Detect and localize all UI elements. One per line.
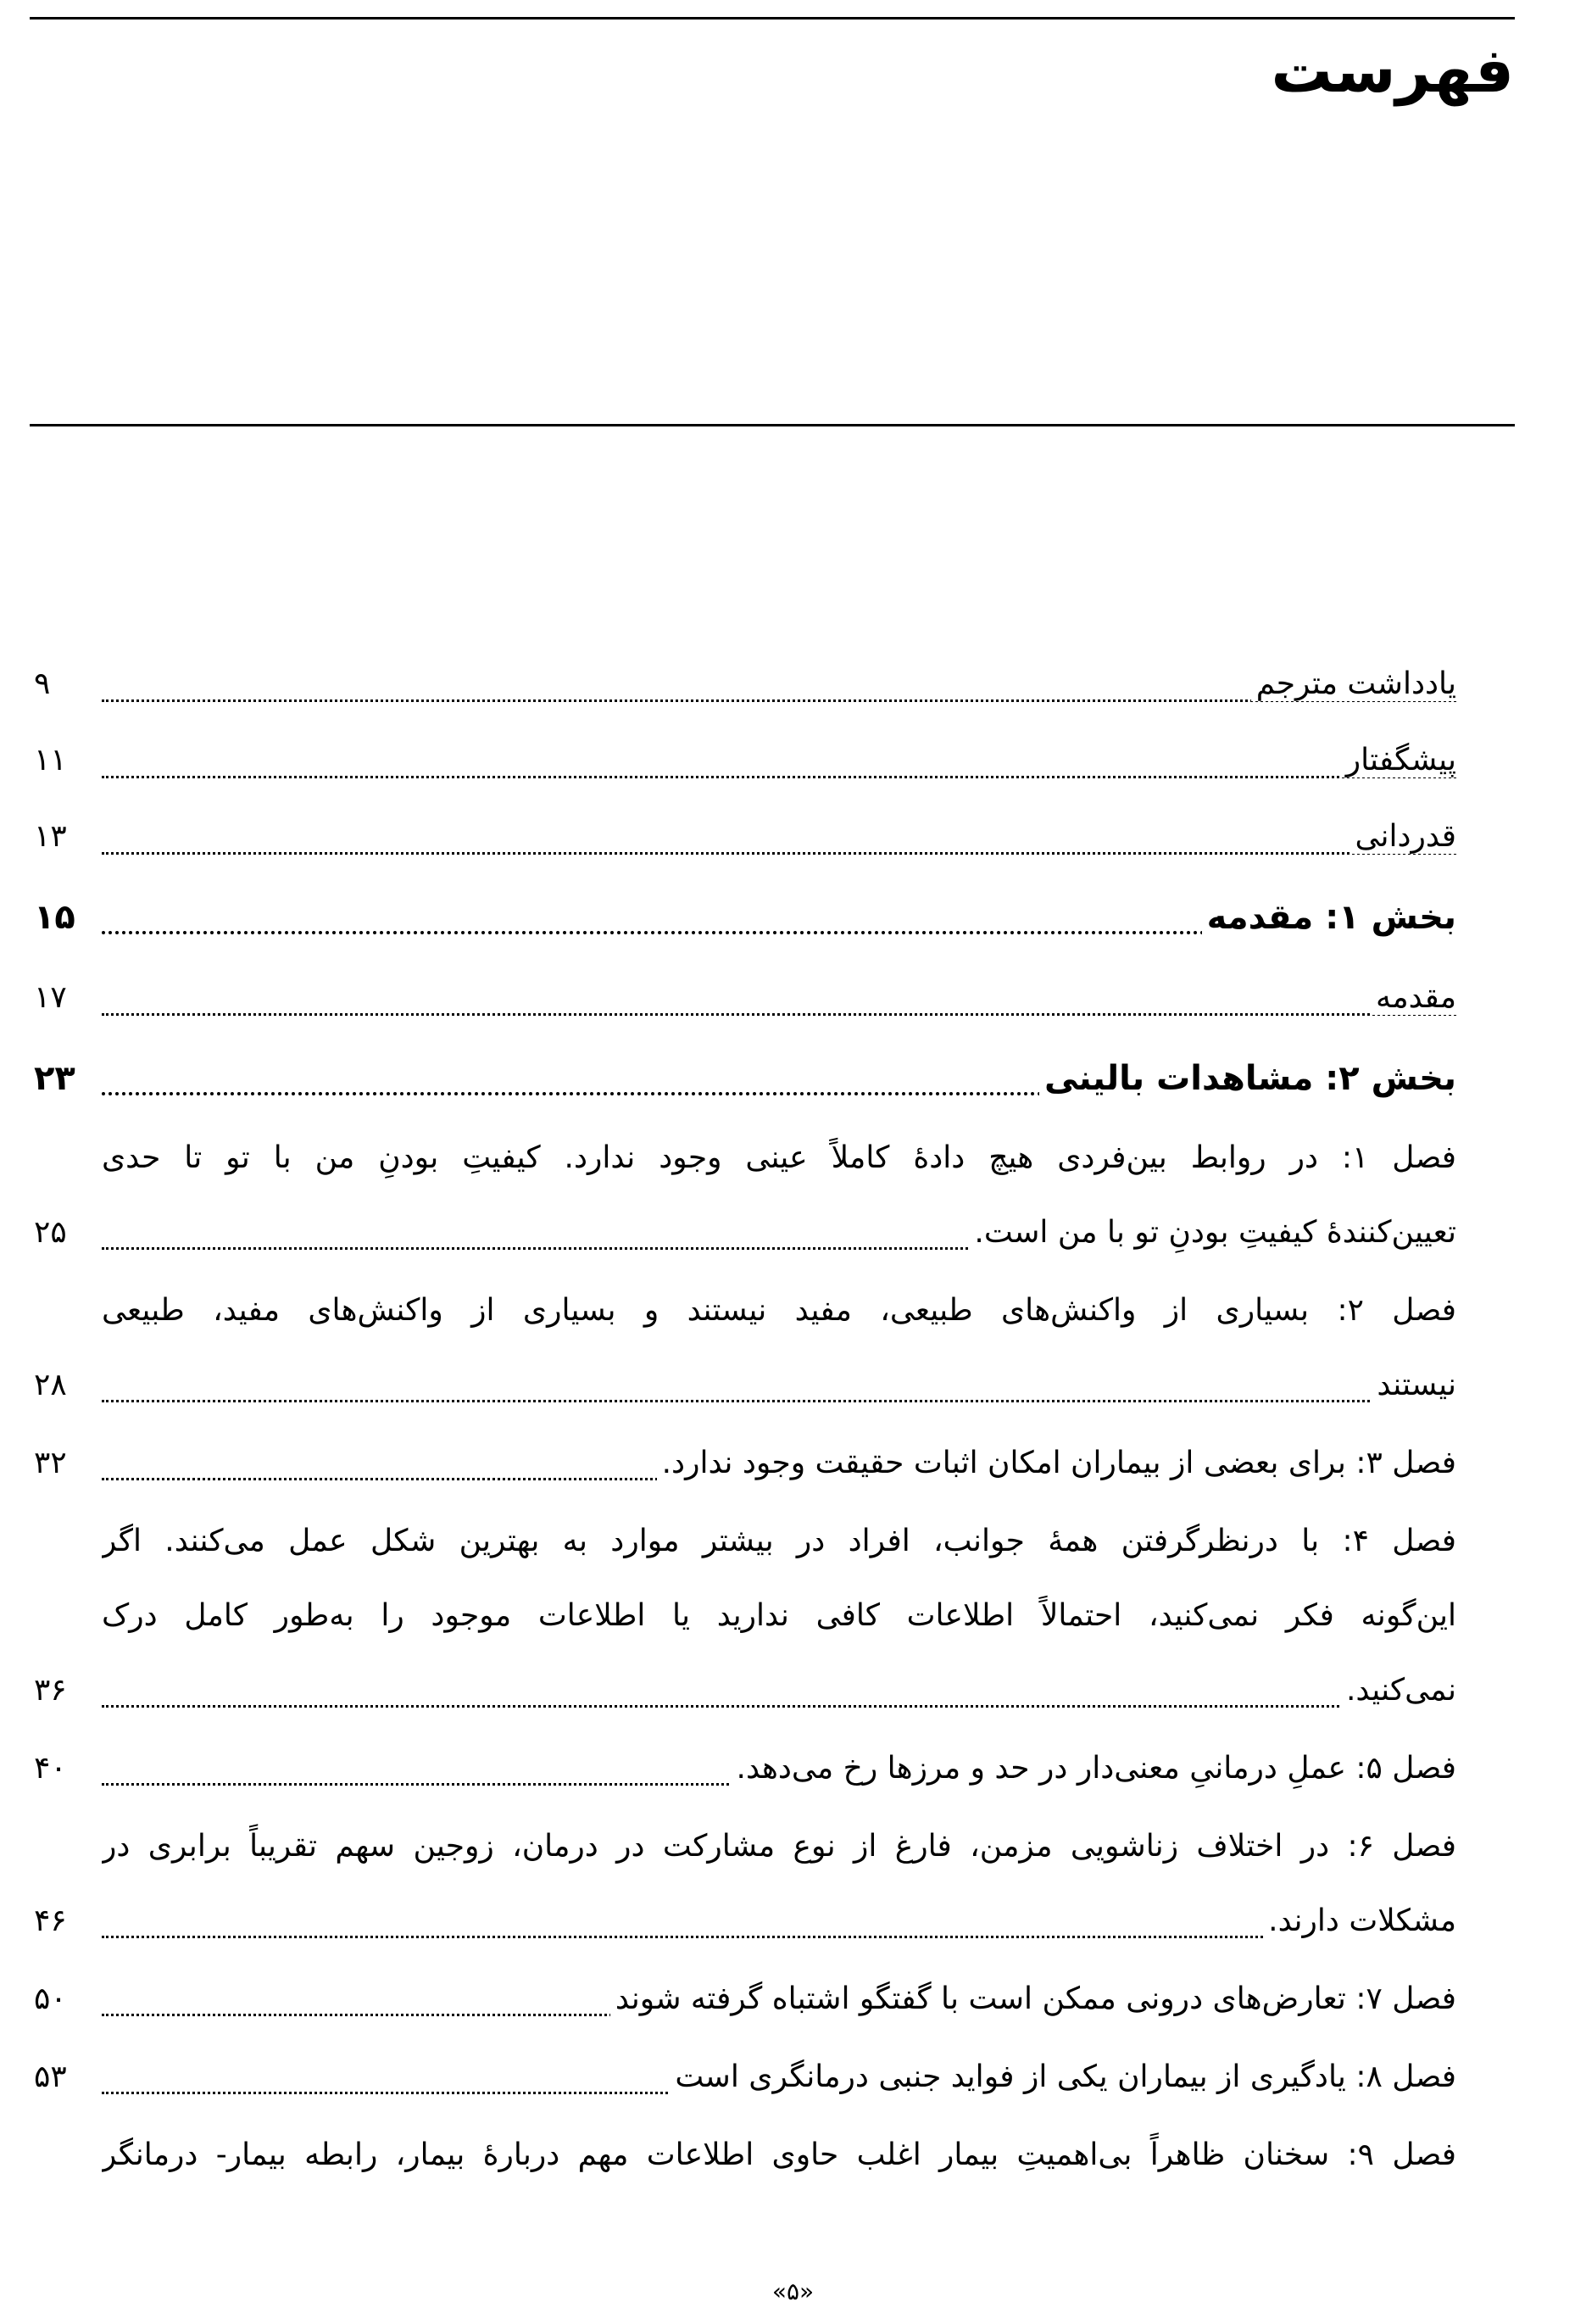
toc-chapter-line [102,1426,1456,1501]
toc-chapter-line: فصل ۹: سخنان ظاهراً بی‌اهمیتِ بیمار اغلب حاوی اطلاعات مهم دربارهٔ بیمار، رابطه بیمار- درمانگر [102,2137,1456,2172]
toc-chapter-entry [34,1426,1456,1501]
toc-chapter-line: این‌گونه فکر نمی‌کنید، احتمالاً اطلاعات کافی ندارید یا اطلاعات موجود را به‌طور کامل درک [102,1598,1456,1633]
toc-chapter-line [102,1348,1456,1423]
toc-chapter-text: فصل ۷: تعارض‌های درونی ممکن است با گفتگو اشتباه گرفته شوند [610,1981,1456,2016]
toc-entry-text: قدردانی [1349,819,1456,854]
toc-part-heading [34,1036,1456,1121]
toc-chapter-entry [34,2118,1456,2193]
toc-page-number: ۹ [34,666,51,701]
toc-page-number: ۲۵ [34,1215,67,1250]
toc-entry [34,799,1456,875]
toc-entry-text: بخش ۲: مشاهدات بالینی [1039,1059,1456,1098]
dot-leader [102,776,1456,778]
toc-page-number: ۵۳ [34,2059,67,2094]
toc-chapter-line: فصل ۶: در اختلاف زناشویی مزمن، فارغ از نوع مشارکت در درمان، زوجین سهم تقریباً برابری در [102,1829,1456,1864]
dot-leader [102,1705,1456,1708]
toc-chapter-line [102,1195,1456,1270]
toc-chapter-entry [34,1809,1456,1959]
toc-chapter-text: تعیین‌کنندهٔ کیفیتِ بودنِ تو با من است. [969,1215,1456,1250]
toc-chapter-text: فصل ۵: عملِ درمانیِ معنی‌دار در حد و مرزها رخ می‌دهد. [732,1751,1457,1786]
toc-chapter-entry [34,1273,1456,1423]
toc-entry [34,960,1456,1036]
toc-chapter-entry [34,1962,1456,2037]
dot-leader [102,1400,1456,1402]
toc-entry-text: مقدمه [1371,980,1456,1015]
toc-page-number: ۵۰ [34,1981,67,2016]
toc-entry-text: یادداشت مترجم [1251,666,1456,701]
toc-chapter-line: فصل ۴: با درنظرگرفتن همهٔ جوانب، افراد در بیشتر موارد به بهترین شکل عمل می‌کنند. اگر [102,1524,1456,1558]
toc-chapter-line: فصل ۲: بسیاری از واکنش‌های طبیعی، مفید نیستند و بسیاری از واکنش‌های مفید، طبیعی [102,1293,1456,1328]
page-number-folio: «۵» [771,2277,815,2305]
toc-page-number: ۴۰ [34,1751,67,1786]
toc-chapter-text: مشکلات دارند. [1263,1903,1456,1938]
toc-chapter-line [102,1731,1456,1806]
dot-leader [102,852,1456,855]
toc-chapter-entry [34,1731,1456,1806]
table-of-contents [34,646,1456,2196]
toc-chapter-text: نیستند [1372,1368,1456,1402]
toc-chapter-line [102,2040,1456,2115]
toc-chapter-entry [34,1504,1456,1728]
page-title: فهرست [1271,35,1514,106]
toc-chapter-text: فصل ۸: یادگیری از بیماران یکی از فواید جنبی درمانگری است [670,2059,1456,2094]
dot-leader [102,1936,1456,1938]
toc-entry [34,646,1456,722]
toc-page-number: ۱۵ [34,898,75,937]
toc-entry-text: بخش ۱: مقدمه [1202,898,1456,937]
toc-part-heading [34,875,1456,960]
top-rule [30,17,1515,20]
toc-page-number: ۱۳ [34,819,67,854]
toc-chapter-entry [34,1121,1456,1270]
title-bottom-rule [30,424,1515,426]
toc-chapter-entry [34,2040,1456,2115]
toc-page-number: ۳۶ [34,1673,67,1708]
toc-page-number: ۲۸ [34,1368,67,1402]
toc-chapter-line [102,1884,1456,1959]
toc-entry [34,722,1456,799]
toc-page-number: ۲۳ [34,1059,75,1098]
dot-leader [102,1013,1456,1016]
toc-chapter-line: فصل ۱: در روابط بین‌فردی هیچ دادهٔ کاملاً عینی وجود ندارد. کیفیتِ بودنِ من با تو تا حدی [102,1140,1456,1175]
toc-page-number: ۳۲ [34,1446,67,1480]
toc-entry-text: پیشگفتار [1341,743,1456,777]
toc-chapter-line [102,1653,1456,1728]
toc-chapter-text: نمی‌کنید. [1341,1673,1456,1708]
toc-chapter-text: فصل ۳: برای بعضی از بیماران امکان اثبات حقیقت وجود ندارد. [657,1446,1456,1480]
toc-page-number: ۱۱ [34,743,67,777]
toc-chapter-line [102,1962,1456,2037]
toc-page-number: ۴۶ [34,1903,67,1938]
toc-page-number: ۱۷ [34,980,67,1015]
